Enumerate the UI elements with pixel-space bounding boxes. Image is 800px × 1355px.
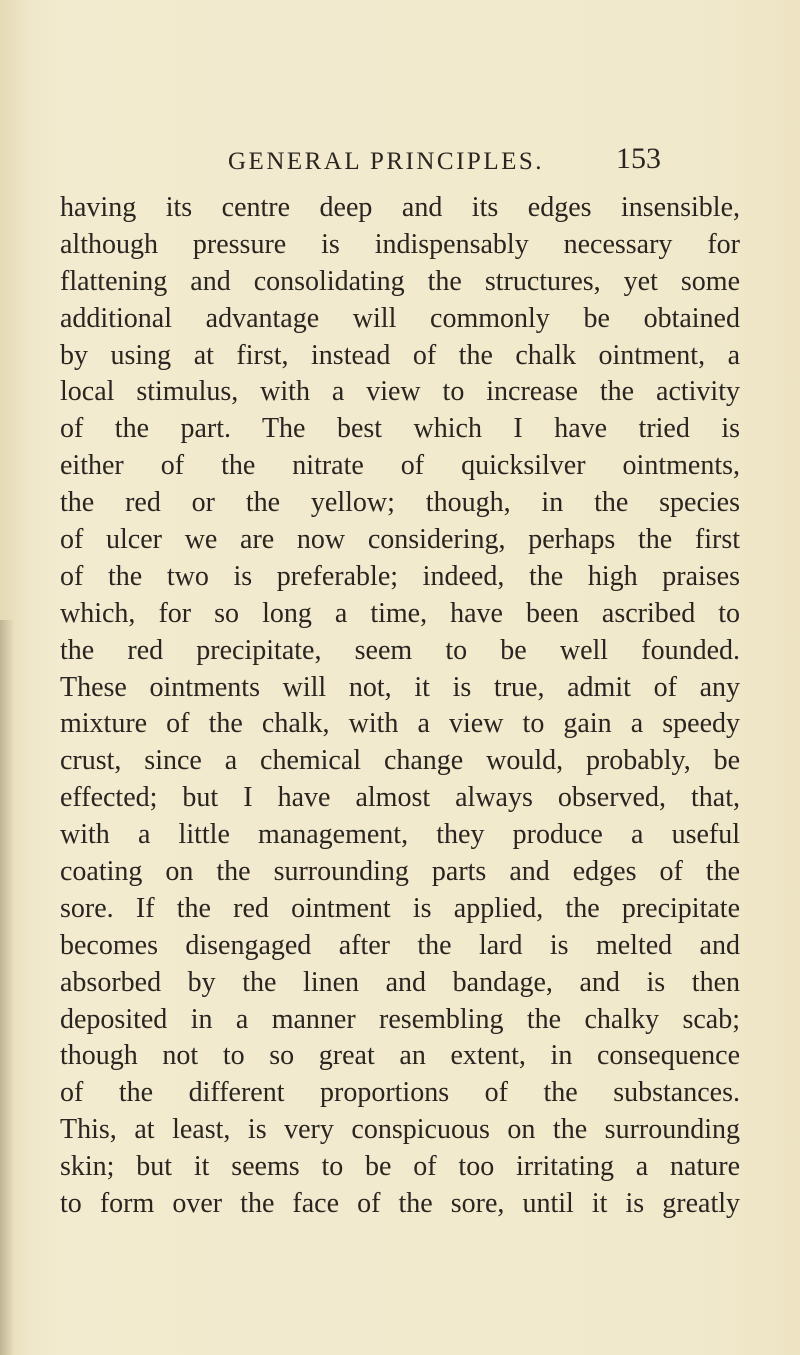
text-line: flattening and consolidating the structures, yet some [60, 265, 740, 297]
text-line: sore. If the red ointment is applied, the precipitate [60, 892, 740, 924]
text-line: of the part. The best which I have tried is [60, 413, 740, 445]
text-line: either of the nitrate of quicksilver ointments, [60, 450, 740, 482]
page-gutter-shadow [0, 620, 14, 1355]
text-line: coating on the surrounding parts and edges of the [60, 856, 740, 888]
text-line: This, at least, is very conspicuous on the surrounding [60, 1114, 740, 1146]
text-line: the red or the yellow; though, in the species [60, 487, 740, 519]
text-line: though not to so great an extent, in consequence [60, 1040, 740, 1072]
text-line: having its centre deep and its edges insensible, [60, 192, 740, 223]
text-line: of ulcer we are now considering, perhaps the first [60, 524, 740, 556]
page-number: 153 [616, 142, 661, 175]
text-line: mixture of the chalk, with a view to gain a speedy [60, 708, 740, 740]
text-line: with a little management, they produce a useful [60, 819, 740, 851]
text-line: to form over the face of the sore, until it is greatly [60, 1188, 740, 1220]
body-text [60, 190, 740, 1223]
text-line: becomes disengaged after the lard is melted and [60, 929, 740, 961]
text-line: although pressure is indispensably necessary for [60, 228, 740, 260]
page-header [0, 142, 800, 188]
text-line: additional advantage will commonly be obtained [60, 302, 740, 334]
text-line: effected; but I have almost always observed, that, [60, 782, 740, 814]
text-line: These ointments will not, it is true, admit of any [60, 671, 740, 703]
running-head: GENERAL PRINCIPLES. [228, 148, 545, 175]
text-line: local stimulus, with a view to increase the activity [60, 376, 740, 408]
text-line: of the two is preferable; indeed, the high praises [60, 560, 740, 592]
text-line: crust, since a chemical change would, probably, be [60, 745, 740, 777]
text-line: absorbed by the linen and bandage, and is then [60, 966, 740, 998]
text-line: which, for so long a time, have been ascribed to [60, 597, 740, 629]
text-line: the red precipitate, seem to be well founded. [60, 634, 740, 666]
text-line: of the different proportions of the substances. [60, 1077, 740, 1109]
text-line: deposited in a manner resembling the chalky scab; [60, 1003, 740, 1035]
text-line: skin; but it seems to be of too irritating a nature [60, 1151, 740, 1183]
text-line: by using at first, instead of the chalk ointment, a [60, 339, 740, 371]
